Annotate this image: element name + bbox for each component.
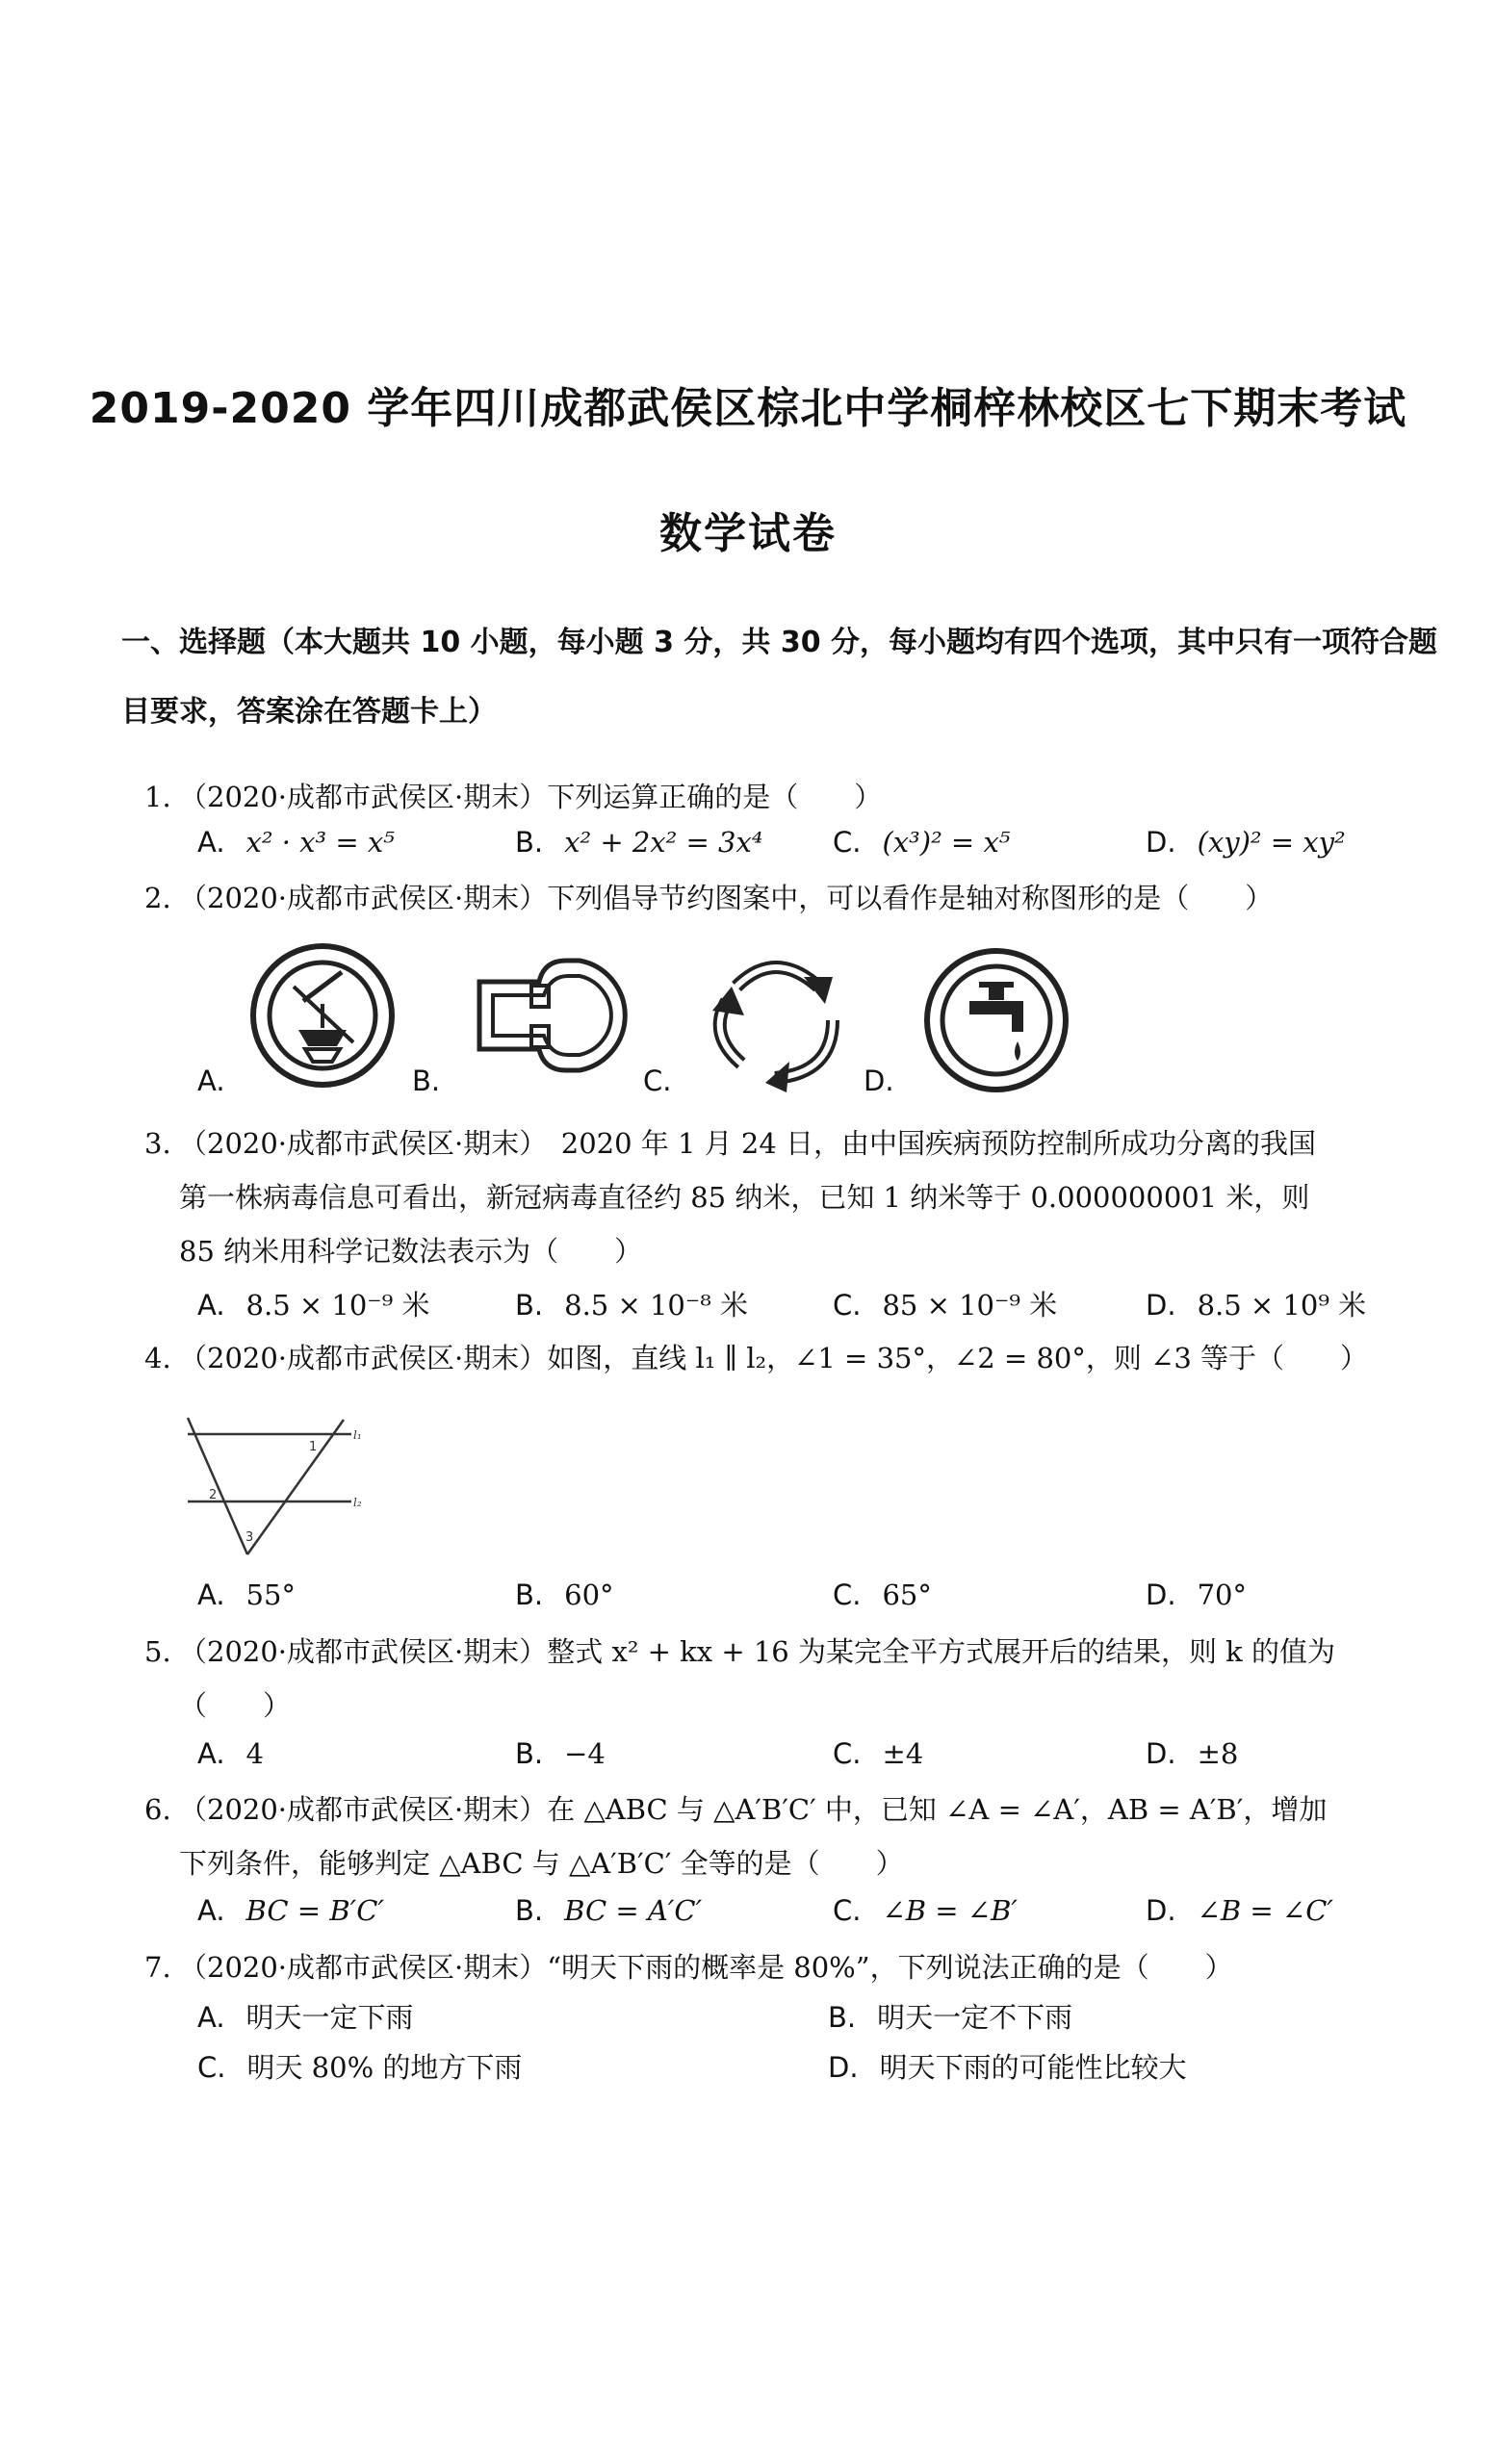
question-text-line-1: （2020·成都市武侯区·期末）在 △ABC 与 △A′B′C′ 中，已知 ∠A = ∠A′，AB = A′B′，增加 <box>179 1793 1328 1826</box>
question-number: 7. <box>144 1951 171 1984</box>
question-2 <box>144 871 1454 925</box>
section-heading: 一、选择题（本大题共 10 小题，每小题 3 分，共 30 分，每小题均有四个选项，其中只有一项符合题目要求，答案涂在答题卡上） <box>121 626 1438 729</box>
question-text: （2020·成都市武侯区·期末）如图，直线 l₁ ∥ l₂，∠1 = 35°，∠2 = 80°，则 ∠3 等于（ ） <box>179 1342 1369 1374</box>
option-d: D. ±8 <box>1146 1737 1239 1770</box>
angle-1-label: 1 <box>309 1440 318 1454</box>
question-number: 5. <box>144 1635 171 1668</box>
figure-parallel-lines-triangle <box>178 1410 371 1564</box>
option-d: D. 8.5 × 10⁹ 米 <box>1146 1289 1367 1322</box>
option-d: D. (xy)² = xy² <box>1146 826 1346 859</box>
question-text: （2020·成都市武侯区·期末）下列运算正确的是（ ） <box>179 781 883 813</box>
question-text-line-2: 第一株病毒信息可看出，新冠病毒直径约 85 纳米，已知 1 纳米等于 0.000000001 米，则 <box>179 1181 1310 1214</box>
question-number: 3. <box>144 1127 171 1160</box>
option-c: C. ∠B = ∠B′ <box>833 1894 1019 1927</box>
option-b: B. −4 <box>515 1737 606 1770</box>
angle-3-label: 3 <box>245 1530 254 1545</box>
question-6-options <box>197 1894 1449 1944</box>
figure-c-recycle-arrows-icon <box>698 948 852 1092</box>
question-4 <box>144 1331 1454 1385</box>
option-a: A. 55° <box>197 1578 296 1611</box>
option-b: B. 60° <box>515 1578 614 1611</box>
option-d: D. ∠B = ∠C′ <box>1146 1894 1333 1927</box>
option-a: A. BC = B′C′ <box>197 1894 384 1927</box>
option-a: A. 4 <box>197 1737 264 1770</box>
figure-c-label: C. <box>643 1065 672 1097</box>
option-c: C. (x³)² = x⁵ <box>833 826 1011 859</box>
option-c: C. ±4 <box>833 1737 924 1770</box>
figure-b-label: B. <box>412 1065 441 1097</box>
question-7-options-row-2 <box>197 2046 1449 2096</box>
question-1 <box>144 770 1454 824</box>
question-3 <box>144 1116 1454 1278</box>
question-number: 1. <box>144 781 171 813</box>
question-text: （2020·成都市武侯区·期末）“明天下雨的概率是 80%”，下列说法正确的是（ ） <box>179 1951 1233 1984</box>
question-text-line-1: （2020·成都市武侯区·期末） 2020 年 1 月 24 日，由中国疾病预防控制所成功分离的我国 <box>179 1127 1316 1160</box>
figure-d-faucet-icon <box>919 943 1073 1097</box>
angle-2-label: 2 <box>209 1488 218 1502</box>
question-3-options <box>197 1284 1449 1334</box>
figure-a-label: A. <box>197 1065 225 1097</box>
option-c: C. 85 × 10⁻⁹ 米 <box>833 1289 1058 1322</box>
figure-d-label: D. <box>864 1065 894 1097</box>
option-c: C. 明天 80% 的地方下雨 <box>197 2051 523 2084</box>
question-5-options <box>197 1737 1449 1787</box>
option-c: C. 65° <box>833 1578 932 1611</box>
question-7-options-row-1 <box>197 1996 1449 2046</box>
option-d: D. 明天下雨的可能性比较大 <box>828 2051 1187 2084</box>
option-a: A. 8.5 × 10⁻⁹ 米 <box>197 1289 430 1322</box>
question-1-options <box>197 826 1449 876</box>
question-text-line-1: （2020·成都市武侯区·期末）整式 x² + kx + 16 为某完全平方式展开后的结果，则 k 的值为 <box>179 1635 1335 1668</box>
option-a: A. 明天一定下雨 <box>197 2001 414 2034</box>
exam-title: 2019-2020 学年四川成都武侯区棕北中学桐梓林校区七下期末考试 <box>89 384 1407 433</box>
figure-b-plug-icon <box>472 953 635 1078</box>
question-number: 4. <box>144 1342 171 1374</box>
question-4-options <box>197 1578 1449 1629</box>
question-number: 6. <box>144 1793 171 1826</box>
question-6 <box>144 1783 1454 1890</box>
exam-subtitle: 数学试卷 <box>659 509 837 558</box>
question-5 <box>144 1625 1454 1732</box>
option-a: A. x² · x³ = x⁵ <box>197 826 395 859</box>
option-b: B. BC = A′C′ <box>515 1894 703 1927</box>
question-number: 2. <box>144 882 171 914</box>
question-text: （2020·成都市武侯区·期末）下列倡导节约图案中，可以看作是轴对称图形的是（ ） <box>179 882 1274 914</box>
option-b: B. 8.5 × 10⁻⁸ 米 <box>515 1289 749 1322</box>
label-l1: l₁ <box>353 1428 362 1442</box>
question-text-line-2: （ ） <box>179 1689 292 1722</box>
question-text-line-3: 85 纳米用科学记数法表示为（ ） <box>179 1235 643 1268</box>
option-b: B. x² + 2x² = 3x⁴ <box>515 826 763 859</box>
option-d: D. 70° <box>1146 1578 1247 1611</box>
option-b: B. 明天一定不下雨 <box>828 2001 1073 2034</box>
figure-a-no-tap-icon <box>245 938 400 1092</box>
question-7 <box>144 1940 1454 1994</box>
question-text-line-2: 下列条件，能够判定 △ABC 与 △A′B′C′ 全等的是（ ） <box>179 1847 904 1880</box>
label-l2: l₂ <box>353 1496 362 1509</box>
